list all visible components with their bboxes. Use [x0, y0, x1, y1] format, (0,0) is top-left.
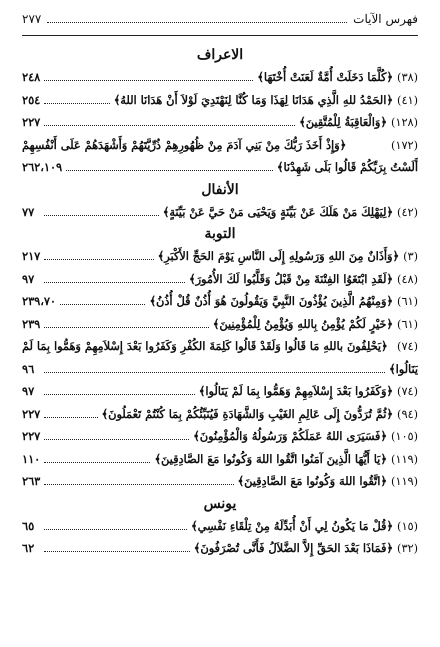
verse-text: ﴿قُلْ مَا يَكُونُ لِي أَنْ أُبَدِّلَهُ مِنْ تِلْقَاءِ نَفْسِي﴾	[190, 518, 394, 533]
verse-text: ﴿فَسَيَرَى اللهُ عَمَلَكُمْ وَرَسُولُهُ وَالْمُؤْمِنُونَ﴾	[193, 429, 387, 443]
verse-text: أَلَسْتُ بِرَبِّكُمْ قَالُوا بَلَى شَهِدْنَا﴾	[276, 160, 418, 174]
dot-leader	[44, 259, 153, 260]
dot-leader	[44, 103, 109, 104]
verse-text: ﴿وَأَذَانٌ مِنَ اللهِ وَرَسُولِهِ إِلَى النَّاسِ يَوْمَ الحَجِّ الأَكْبَرِ﴾	[157, 249, 400, 263]
dot-leader	[44, 439, 189, 440]
verse-text: ﴿وَإِذْ أَخَذَ رَبُّكَ مِنْ بَنِي آدَمَ مِنْ ظُهُورِهِمْ ذُرِّيَّتَهُمْ وَأَشْهَدَهُمْ عَلَى أَنْفُسِهِمْ	[22, 137, 347, 152]
page-reference: ٢٣٩	[22, 316, 41, 331]
verse-text: ﴿يَحْلِفُونَ باللهِ مَا قَالُوا وَلَقَدْ قَالُوا كَلِمَةَ الكُفْرِ وَكَفَرُوا بَعْدَ إِسْلاَمِهِمْ وَهَمُّوا بِمَا لَمْ	[22, 339, 388, 353]
index-entry	[22, 537, 418, 560]
page-reference: ٢٥٤	[22, 92, 41, 107]
page-reference: ٢٢٧	[22, 406, 41, 421]
verse-number: (٣٢)	[397, 542, 418, 555]
verse-text: ﴿لَقَدِ ابْتَغَوُا الفِتْنَةَ مِنْ قَبْلُ وَقَلَّبُوا لَكَ الأُمُورَ﴾	[188, 271, 394, 286]
index-entry	[22, 358, 418, 381]
verse-text: ﴿الحَمْدُ للهِ الَّذِي هَدَانَا لِهَذَا وَمَا كُنَّا لِنَهْتَدِيَ لَوْلاَ أَنْ هَدَانَا اللهُ﴾	[113, 92, 394, 107]
dot-leader	[66, 170, 273, 171]
index-entry	[22, 245, 418, 268]
page-reference: ٦٥	[22, 518, 35, 533]
dot-leader	[44, 215, 159, 216]
surah-heading: يونس	[203, 495, 237, 512]
dot-leader	[44, 484, 233, 485]
verse-index	[22, 44, 418, 560]
page-reference: ٩٧	[22, 271, 35, 286]
page-reference: ٢٢٧	[22, 115, 41, 129]
page-reference: ٢٦٢،١٠٩	[22, 160, 63, 174]
index-entry	[22, 89, 418, 112]
verse-number: (١٢٨)	[390, 116, 418, 129]
verse-text: ﴿اتَّقُوا اللهَ وَكُونُوا مَعَ الصَّادِقِينَ﴾	[237, 474, 387, 488]
verse-number: (٤٨)	[397, 272, 418, 286]
verse-text: ﴿فَمَاذَا بَعْدَ الحَقِّ إِلاَّ الضَّلاَلُ فَأَنَّى تُصْرَفُونَ﴾	[193, 541, 394, 555]
verse-text: ﴿كُلَّمَا دَخَلَتْ أُمَّةٌ لَعَنَتْ أُخْتَهَا﴾	[257, 70, 394, 84]
page-reference: ٩٦	[22, 361, 35, 376]
surah-heading: الاعراف	[196, 47, 244, 63]
header-rule	[22, 35, 418, 36]
index-entry	[22, 403, 418, 426]
page-reference: ٢١٧	[22, 249, 41, 263]
verse-number: (٣)	[403, 250, 418, 263]
dot-leader	[44, 327, 209, 328]
dot-leader	[44, 394, 195, 395]
page-reference: ٢٢٧	[22, 429, 41, 443]
header-leader	[47, 22, 347, 23]
verse-text: يَنَالُوا﴾	[388, 361, 418, 376]
verse-text: ﴿وَالْعَاقِبَةُ لِلْمُتَّقِينَ﴾	[299, 115, 387, 129]
verse-number: (١١٩)	[390, 452, 418, 466]
dot-leader	[44, 372, 385, 373]
verse-number: (٦١)	[397, 317, 418, 331]
verse-number: (٤١)	[397, 93, 418, 107]
page-header	[22, 12, 418, 30]
index-entry	[22, 201, 418, 224]
verse-text: ﴿لِيَهْلِكَ مَنْ هَلَكَ عَنْ بَيِّنَةٍ وَيَحْيَى مَنْ حَيَّ عَنْ بَيِّنَةٍ﴾	[162, 204, 394, 219]
index-entry	[22, 448, 418, 471]
page-number: ٢٧٧	[22, 12, 42, 26]
dot-leader	[44, 551, 190, 552]
dot-leader	[44, 80, 253, 81]
index-entry	[22, 425, 418, 448]
verse-text: ﴿وَكَفَرُوا بَعْدَ إِسْلاَمِهِمْ وَهَمُّوا بِمَا لَمْ يَنَالُوا﴾	[198, 384, 394, 398]
page-reference: ٢٦٣	[22, 474, 41, 488]
index-entry	[22, 515, 418, 538]
index-entry	[22, 335, 418, 358]
index-entry	[22, 470, 418, 493]
verse-number: (١٧٢)	[390, 138, 418, 152]
page-reference: ٩٧	[22, 384, 35, 398]
dot-leader	[44, 417, 97, 418]
verse-text: ﴿وَمِنْهُمُ الَّذِينَ يُؤْذُونَ النَّبِيَّ وَيَقُولُونَ هُوَ أُذُنٌ قُلْ أُذُنُ﴾	[149, 294, 394, 308]
index-entry	[22, 111, 418, 134]
index-entry	[22, 156, 418, 179]
dot-leader	[44, 462, 150, 463]
page-reference: ٢٤٨	[22, 70, 41, 84]
index-entry	[22, 380, 418, 403]
verse-number: (١١٩)	[390, 475, 418, 488]
dot-leader	[44, 125, 295, 126]
page-reference: ٢٣٩،٧٠	[22, 294, 56, 308]
dot-leader	[44, 529, 187, 530]
index-entry	[22, 268, 418, 291]
verse-number: (١٥)	[397, 519, 418, 533]
verse-text: ﴿خَيْرٍ لَكُمْ يُؤْمِنُ بِاللهِ وَيُؤْمِنُ لِلْمُؤْمِنِينَ﴾	[212, 316, 394, 331]
verse-number: (٦١)	[397, 295, 418, 308]
surah-heading: الأنفال	[201, 181, 239, 198]
page-reference: ٧٧	[22, 204, 35, 219]
dot-leader	[44, 282, 185, 283]
surah-heading: التوبة	[204, 226, 236, 242]
verse-number: (٧٤)	[397, 385, 418, 398]
index-entry	[22, 290, 418, 313]
index-entry	[22, 313, 418, 336]
verse-text: ﴿يَا أَيُّهَا الَّذِينَ آمَنُوا اتَّقُوا اللهَ وَكُونُوا مَعَ الصَّادِقِينَ﴾	[154, 451, 387, 466]
verse-text: ﴿ثُمَّ تُرَدُّونَ إِلَى عَالِمِ الغَيْبِ وَالشَّهَادَةِ فَيُنَبِّئُكُمْ بِمَا كُنْتُمْ تَعْمَلُونَ﴾	[101, 406, 394, 421]
index-title: فهرس الآيات	[353, 12, 418, 26]
dot-leader	[60, 304, 145, 305]
verse-number: (٧٤)	[397, 340, 418, 353]
verse-number: (٩٤)	[397, 407, 418, 421]
index-entry	[22, 134, 418, 157]
page-reference: ٦٢	[22, 541, 35, 555]
verse-number: (٣٨)	[397, 71, 418, 84]
page-reference: ١١٠	[22, 451, 41, 466]
verse-number: (١٠٥)	[390, 430, 418, 443]
verse-number: (٤٢)	[397, 205, 418, 219]
index-entry	[22, 66, 418, 89]
